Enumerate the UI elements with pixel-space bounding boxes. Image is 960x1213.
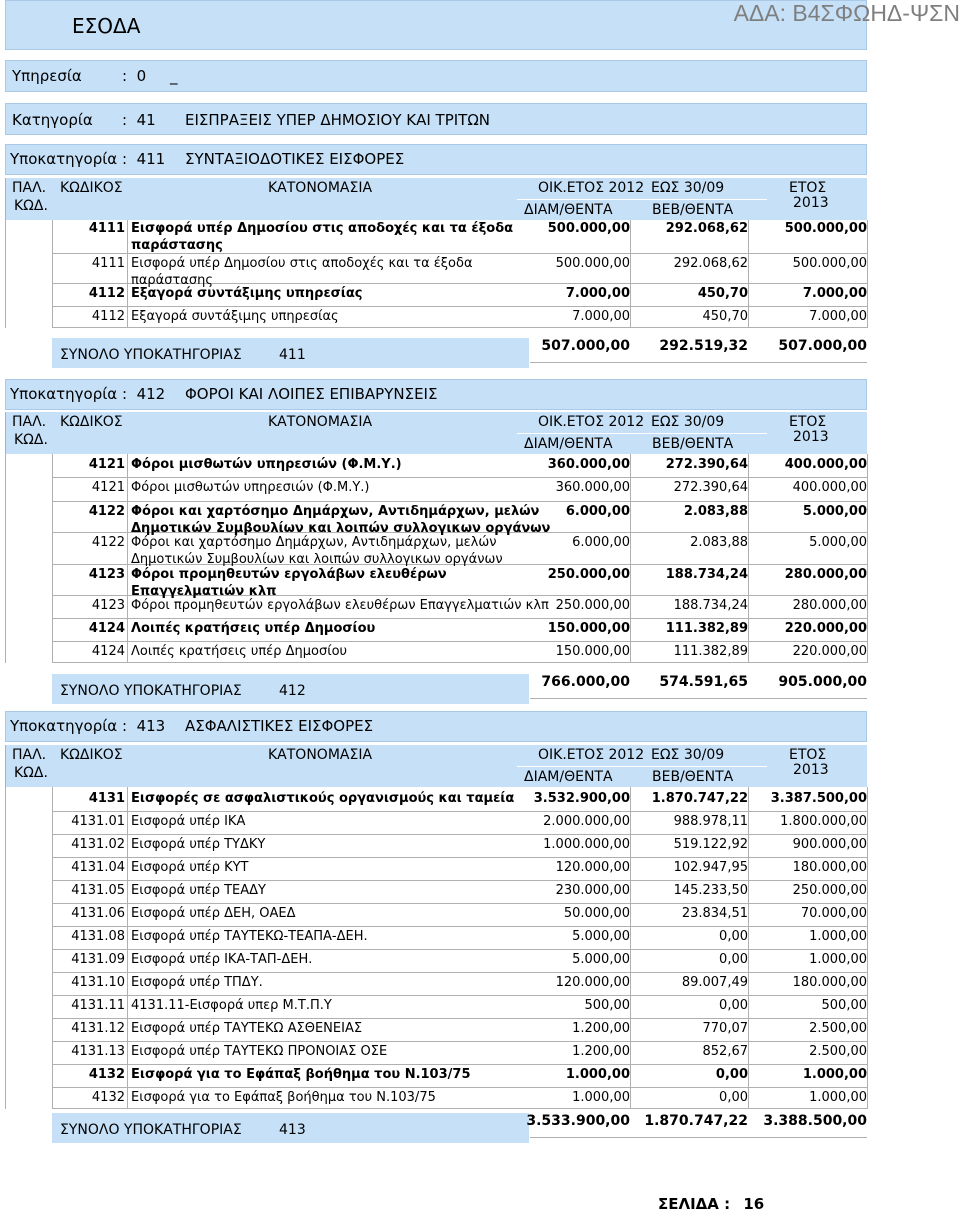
row-value: 7.000,00 (565, 286, 630, 301)
row-name: Δημοτικών Συμβουλίων και λοιπών συλλογικων οργάνων (131, 552, 503, 567)
service-label: Υπηρεσία (12, 67, 82, 85)
row-divider (52, 618, 867, 619)
row-value: 1.000,00 (809, 952, 867, 967)
category-label: Κατηγορία (12, 111, 93, 129)
subcategory-code: : 412 (122, 385, 166, 403)
row-value: 7.000,00 (802, 286, 867, 301)
row-value: 188.734,24 (665, 567, 748, 582)
subtotal-code: 411 (279, 347, 306, 363)
header-text: ΕΤΟΣ (789, 414, 827, 430)
header-text: ΒΕΒ/ΘΕΝΤΑ (652, 436, 734, 452)
row-divider (52, 1064, 867, 1065)
header-text: ΕΤΟΣ (789, 747, 827, 763)
row-code: 4123 (91, 598, 125, 613)
row-code: 4122 (88, 504, 125, 519)
row-value: 450,70 (697, 286, 748, 301)
subtotal-value: 507.000,00 (541, 338, 630, 354)
row-code: 4131.01 (71, 814, 125, 829)
page-footer (658, 1195, 764, 1213)
header-text: ΚΩΔΙΚΟΣ (60, 414, 123, 430)
row-value: 250.000,00 (792, 883, 867, 898)
subtotal-value: 3.388.500,00 (763, 1113, 867, 1129)
row-value: 0,00 (715, 1067, 748, 1082)
subcategory-name: ΦΟΡΟΙ ΚΑΙ ΛΟΙΠΕΣ ΕΠΙΒΑΡΥΝΣΕΙΣ (185, 385, 438, 403)
row-divider (52, 327, 867, 328)
row-value: 188.734,24 (673, 598, 748, 613)
row-value: 111.382,89 (673, 644, 748, 659)
row-value: 988.978,11 (673, 814, 748, 829)
subtotal-value: 905.000,00 (778, 674, 867, 690)
header-text: 2013 (793, 429, 829, 445)
row-divider (52, 857, 867, 858)
row-code: 4111 (88, 221, 125, 236)
row-code: 4131.05 (71, 883, 125, 898)
service-value: : 0 _ (122, 67, 178, 85)
row-name: Εισφορά υπέρ ΙΚΑ-ΤΑΠ-ΔΕΗ. (131, 952, 313, 967)
row-code: 4131.11 (71, 998, 125, 1013)
row-value: 292.068,62 (673, 256, 748, 271)
row-value: 120.000,00 (555, 860, 630, 875)
row-divider (52, 880, 867, 881)
row-value: 1.000,00 (572, 1090, 630, 1105)
row-name: Εισφορά υπέρ Δημοσίου στις αποδοχές και τα έξοδα (131, 221, 514, 236)
row-value: 7.000,00 (572, 309, 630, 324)
row-value: 360.000,00 (547, 457, 630, 472)
subcategory-label: Υποκατηγορία (10, 150, 118, 168)
row-code: 4112 (88, 286, 125, 301)
row-code: 4131.10 (71, 975, 125, 990)
header-text: ΒΕΒ/ΘΕΝΤΑ (652, 769, 734, 785)
table-vertical-line (867, 454, 868, 663)
ada-watermark: ΑΔΑ: Β4ΣΦΩΗΔ-ΨΣΝ (733, 0, 960, 26)
subcategory-name: ΣΥΝΤΑΞΙΟΔΟΤΙΚΕΣ ΕΙΣΦΟΡΕΣ (185, 150, 405, 168)
subtotal-divider (530, 1137, 867, 1138)
table-vertical-line (867, 220, 868, 328)
subtotal-value: 292.519,32 (659, 338, 748, 354)
row-value: 6.000,00 (565, 504, 630, 519)
row-value: 0,00 (719, 952, 748, 967)
row-code: 4122 (91, 535, 125, 550)
row-name: Εισφορά υπέρ ΤΑΥΤΕΚΩ ΠΡΟΝΟΙΑΣ ΟΣΕ (131, 1044, 388, 1059)
header-text: ΕΩΣ 30/09 (651, 414, 725, 430)
row-value: 272.390,64 (673, 480, 748, 495)
row-code: 4111 (91, 256, 125, 271)
row-name: 4131.11-Εισφορά υπερ Μ.Τ.Π.Υ (131, 998, 332, 1013)
row-value: 89.007,49 (681, 975, 748, 990)
row-value: 500.000,00 (555, 256, 630, 271)
row-name: Φόροι και χαρτόσημο Δημάρχων, Αντιδημάρχων, μελών (131, 504, 540, 519)
row-value: 6.000,00 (572, 535, 630, 550)
table-vertical-line (867, 787, 868, 1109)
row-value: 500.000,00 (784, 221, 867, 236)
row-value: 2.500,00 (809, 1044, 867, 1059)
row-code: 4132 (91, 1090, 125, 1105)
row-code: 4131.09 (71, 952, 125, 967)
row-code: 4123 (88, 567, 125, 582)
row-divider (52, 662, 867, 663)
row-value: 2.000.000,00 (543, 814, 630, 829)
row-value: 272.390,64 (665, 457, 748, 472)
row-value: 145.233,50 (673, 883, 748, 898)
row-divider (52, 811, 867, 812)
row-value: 400.000,00 (792, 480, 867, 495)
subtotal-value: 574.591,65 (659, 674, 748, 690)
header-text: ΟΙΚ.ΕΤΟΣ 2012 (538, 414, 645, 430)
table-vertical-line (630, 787, 631, 1109)
row-value: 2.500,00 (809, 1021, 867, 1036)
row-name: Δημοτικών Συμβουλίων και λοιπών συλλογικων οργάνων (131, 521, 551, 536)
row-name: Φόροι προμηθευτών εργολάβων ελευθέρων (131, 567, 447, 582)
subtotal-divider (530, 698, 867, 699)
header-text: ΚΩΔ. (14, 765, 48, 781)
row-value: 3.532.900,00 (533, 791, 630, 806)
row-divider (52, 306, 867, 307)
row-divider (52, 1087, 867, 1088)
table-vertical-line (5, 745, 6, 1109)
header-text: ΕΩΣ 30/09 (651, 180, 725, 196)
header-text: ΠΑΛ. (12, 414, 47, 430)
subtotal-code: 413 (279, 1122, 306, 1138)
row-value: 1.000,00 (809, 1090, 867, 1105)
row-name: Εξαγορά συντάξιμης υπηρεσίας (131, 309, 339, 324)
row-name: Εισφορά υπέρ ΤΕΑΔΥ (131, 883, 266, 898)
row-value: 500.000,00 (792, 256, 867, 271)
subtotal-label: ΣΥΝΟΛΟ ΥΠΟΚΑΤΗΓΟΡΙΑΣ (60, 347, 242, 363)
table-vertical-line (5, 178, 6, 328)
row-value: 0,00 (719, 929, 748, 944)
subtotal-value: 1.870.747,22 (644, 1113, 748, 1129)
row-divider (52, 926, 867, 927)
row-divider (52, 972, 867, 973)
row-value: 500.000,00 (547, 221, 630, 236)
row-name: Φόροι μισθωτών υπηρεσιών (Φ.Μ.Υ.) (131, 457, 402, 472)
row-name: Εισφορά για το Εφάπαξ βοήθημα του Ν.103/75 (131, 1090, 436, 1105)
subtotal-divider (530, 362, 867, 363)
table-vertical-line (127, 220, 128, 328)
row-code: 4112 (91, 309, 125, 324)
subtotal-code: 412 (279, 683, 306, 699)
row-value: 70.000,00 (800, 906, 867, 921)
row-name: Λοιπές κρατήσεις υπέρ Δημοσίου (131, 644, 348, 659)
row-value: 1.000,00 (565, 1067, 630, 1082)
row-code: 4131.02 (71, 837, 125, 852)
row-name: Εισφορά υπέρ ΔΕΗ, ΟΑΕΔ (131, 906, 296, 921)
row-value: 180.000,00 (792, 860, 867, 875)
row-code: 4124 (91, 644, 125, 659)
header-text: ΠΑΛ. (12, 180, 47, 196)
row-divider (52, 1018, 867, 1019)
row-value: 1.200,00 (572, 1044, 630, 1059)
row-value: 0,00 (719, 998, 748, 1013)
row-name: Εισφορά υπέρ ΙΚΑ (131, 814, 246, 829)
page-label: ΣΕΛΙΔΑ : (658, 1195, 731, 1213)
row-value: 111.382,89 (665, 621, 748, 636)
row-divider (52, 995, 867, 996)
row-name: Λοιπές κρατήσεις υπέρ Δημοσίου (131, 621, 376, 636)
subcategory-code: : 411 (122, 150, 166, 168)
row-value: 5.000,00 (809, 535, 867, 550)
row-divider (52, 834, 867, 835)
row-value: 150.000,00 (547, 621, 630, 636)
row-code: 4131 (88, 791, 125, 806)
header-text: ΠΑΛ. (12, 747, 47, 763)
subtotal-value: 507.000,00 (778, 338, 867, 354)
row-name: Φόροι μισθωτών υπηρεσιών (Φ.Μ.Υ.) (131, 480, 370, 495)
header-text: ΚΑΤΟΝΟΜΑΣΙΑ (268, 414, 373, 430)
row-name: Εισφορές σε ασφαλιστικούς οργανισμούς και ταμεία (131, 791, 515, 806)
subcategory-label: Υποκατηγορία (10, 385, 118, 403)
row-value: 770,07 (702, 1021, 748, 1036)
row-name: Εισφορά υπέρ ΤΠΔΥ. (131, 975, 263, 990)
header-text: ΕΩΣ 30/09 (651, 747, 725, 763)
category-name: ΕΙΣΠΡΑΞΕΙΣ ΥΠΕΡ ΔΗΜΟΣΙΟΥ ΚΑΙ ΤΡΙΤΩΝ (185, 111, 491, 129)
header-text: 2013 (793, 195, 829, 211)
page-number: 16 (743, 1195, 765, 1213)
row-value: 280.000,00 (792, 598, 867, 613)
row-name: Εισφορά υπέρ ΤΑΥΤΕΚΩ-ΤΕΑΠΑ-ΔΕΗ. (131, 929, 368, 944)
row-value: 852,67 (702, 1044, 748, 1059)
subtotal-label: ΣΥΝΟΛΟ ΥΠΟΚΑΤΗΓΟΡΙΑΣ (60, 1122, 242, 1138)
row-value: 230.000,00 (555, 883, 630, 898)
row-value: 220.000,00 (792, 644, 867, 659)
table-vertical-line (127, 454, 128, 663)
header-text: ΚΩΔ. (14, 432, 48, 448)
row-name: Φόροι προμηθευτών εργολάβων ελευθέρων Επαγγελματιών κλπ (131, 598, 549, 613)
row-value: 250.000,00 (547, 567, 630, 582)
row-code: 4132 (88, 1067, 125, 1082)
header-text: ΚΩΔΙΚΟΣ (60, 180, 123, 196)
row-value: 5.000,00 (572, 952, 630, 967)
row-divider (52, 1108, 867, 1109)
row-code: 4124 (88, 621, 125, 636)
row-name: Εισφορά υπέρ Δημοσίου στις αποδοχές και τα έξοδα (131, 256, 473, 271)
row-value: 5.000,00 (572, 929, 630, 944)
header-text: ΔΙΑΜ/ΘΕΝΤΑ (524, 436, 613, 452)
header-text: 2013 (793, 762, 829, 778)
row-name: Επαγγελματιών κλπ (131, 584, 277, 599)
row-value: 120.000,00 (555, 975, 630, 990)
page-title: ΕΣΟΔΑ (72, 14, 141, 38)
subcategory-name: ΑΣΦΑΛΙΣΤΙΚΕΣ ΕΙΣΦΟΡΕΣ (185, 717, 374, 735)
row-code: 4131.08 (71, 929, 125, 944)
subtotal-label: ΣΥΝΟΛΟ ΥΠΟΚΑΤΗΓΟΡΙΑΣ (60, 683, 242, 699)
row-value: 50.000,00 (563, 906, 630, 921)
row-value: 360.000,00 (555, 480, 630, 495)
row-divider (52, 253, 867, 254)
header-sub-band (517, 199, 767, 200)
row-code: 4121 (91, 480, 125, 495)
row-value: 500,00 (584, 998, 630, 1013)
row-value: 2.083,88 (683, 504, 748, 519)
subcategory-code: : 413 (122, 717, 166, 735)
header-text: ΔΙΑΜ/ΘΕΝΤΑ (524, 769, 613, 785)
row-value: 102.947,95 (673, 860, 748, 875)
row-name: παράστασης (131, 273, 213, 288)
row-value: 3.387.500,00 (770, 791, 867, 806)
header-sub-band (517, 433, 767, 434)
row-code: 4131.06 (71, 906, 125, 921)
row-value: 1.000.000,00 (543, 837, 630, 852)
row-name: Εισφορά υπέρ ΚΥΤ (131, 860, 249, 875)
row-code: 4121 (88, 457, 125, 472)
row-value: 150.000,00 (555, 644, 630, 659)
header-text: ΚΑΤΟΝΟΜΑΣΙΑ (268, 180, 373, 196)
table-vertical-line (5, 412, 6, 663)
row-code: 4131.13 (71, 1044, 125, 1059)
table-vertical-line (127, 787, 128, 1109)
table-vertical-line (748, 787, 749, 1109)
row-value: 280.000,00 (784, 567, 867, 582)
row-divider (52, 903, 867, 904)
row-value: 292.068,62 (665, 221, 748, 236)
row-value: 7.000,00 (809, 309, 867, 324)
row-value: 0,00 (719, 1090, 748, 1105)
row-value: 220.000,00 (784, 621, 867, 636)
row-divider (52, 949, 867, 950)
row-value: 450,70 (702, 309, 748, 324)
row-value: 1.000,00 (809, 929, 867, 944)
row-code: 4131.12 (71, 1021, 125, 1036)
row-divider (52, 477, 867, 478)
row-value: 1.200,00 (572, 1021, 630, 1036)
row-divider (52, 501, 867, 502)
category-code: : 41 (122, 111, 156, 129)
row-value: 2.083,88 (690, 535, 748, 550)
row-value: 250.000,00 (555, 598, 630, 613)
row-divider (52, 1041, 867, 1042)
row-value: 180.000,00 (792, 975, 867, 990)
subcategory-label: Υποκατηγορία (10, 717, 118, 735)
header-sub-band (517, 766, 767, 767)
header-text: ΒΕΒ/ΘΕΝΤΑ (652, 202, 734, 218)
row-value: 519.122,92 (673, 837, 748, 852)
row-value: 500,00 (821, 998, 867, 1013)
header-text: ΟΙΚ.ΕΤΟΣ 2012 (538, 180, 645, 196)
row-value: 1.000,00 (802, 1067, 867, 1082)
subtotal-value: 766.000,00 (541, 674, 630, 690)
row-value: 5.000,00 (802, 504, 867, 519)
row-value: 1.800.000,00 (780, 814, 867, 829)
header-text: ΟΙΚ.ΕΤΟΣ 2012 (538, 747, 645, 763)
row-value: 1.870.747,22 (651, 791, 748, 806)
row-name: Φόροι και χαρτόσημο Δημάρχων, Αντιδημάρχων, μελών (131, 535, 497, 550)
subtotal-value: 3.533.900,00 (526, 1113, 630, 1129)
row-name: Εισφορά υπέρ ΤΥΔΚΥ (131, 837, 266, 852)
header-text: ΕΤΟΣ (789, 180, 827, 196)
row-name: παράστασης (131, 238, 223, 253)
header-text: ΚΩΔ. (14, 198, 48, 214)
row-value: 400.000,00 (784, 457, 867, 472)
row-code: 4131.04 (71, 860, 125, 875)
row-value: 23.834,51 (681, 906, 748, 921)
header-text: ΔΙΑΜ/ΘΕΝΤΑ (524, 202, 613, 218)
table-vertical-line (52, 787, 53, 1109)
header-text: ΚΑΤΟΝΟΜΑΣΙΑ (268, 747, 373, 763)
row-divider (52, 641, 867, 642)
header-text: ΚΩΔΙΚΟΣ (60, 747, 123, 763)
row-name: Εισφορά υπέρ ΤΑΥΤΕΚΩ ΑΣΘΕΝΕΙΑΣ (131, 1021, 363, 1036)
row-name: Εξαγορά συντάξιμης υπηρεσίας (131, 286, 363, 301)
row-name: Εισφορά για το Εφάπαξ βοήθημα του Ν.103/75 (131, 1067, 471, 1082)
row-value: 900.000,00 (792, 837, 867, 852)
